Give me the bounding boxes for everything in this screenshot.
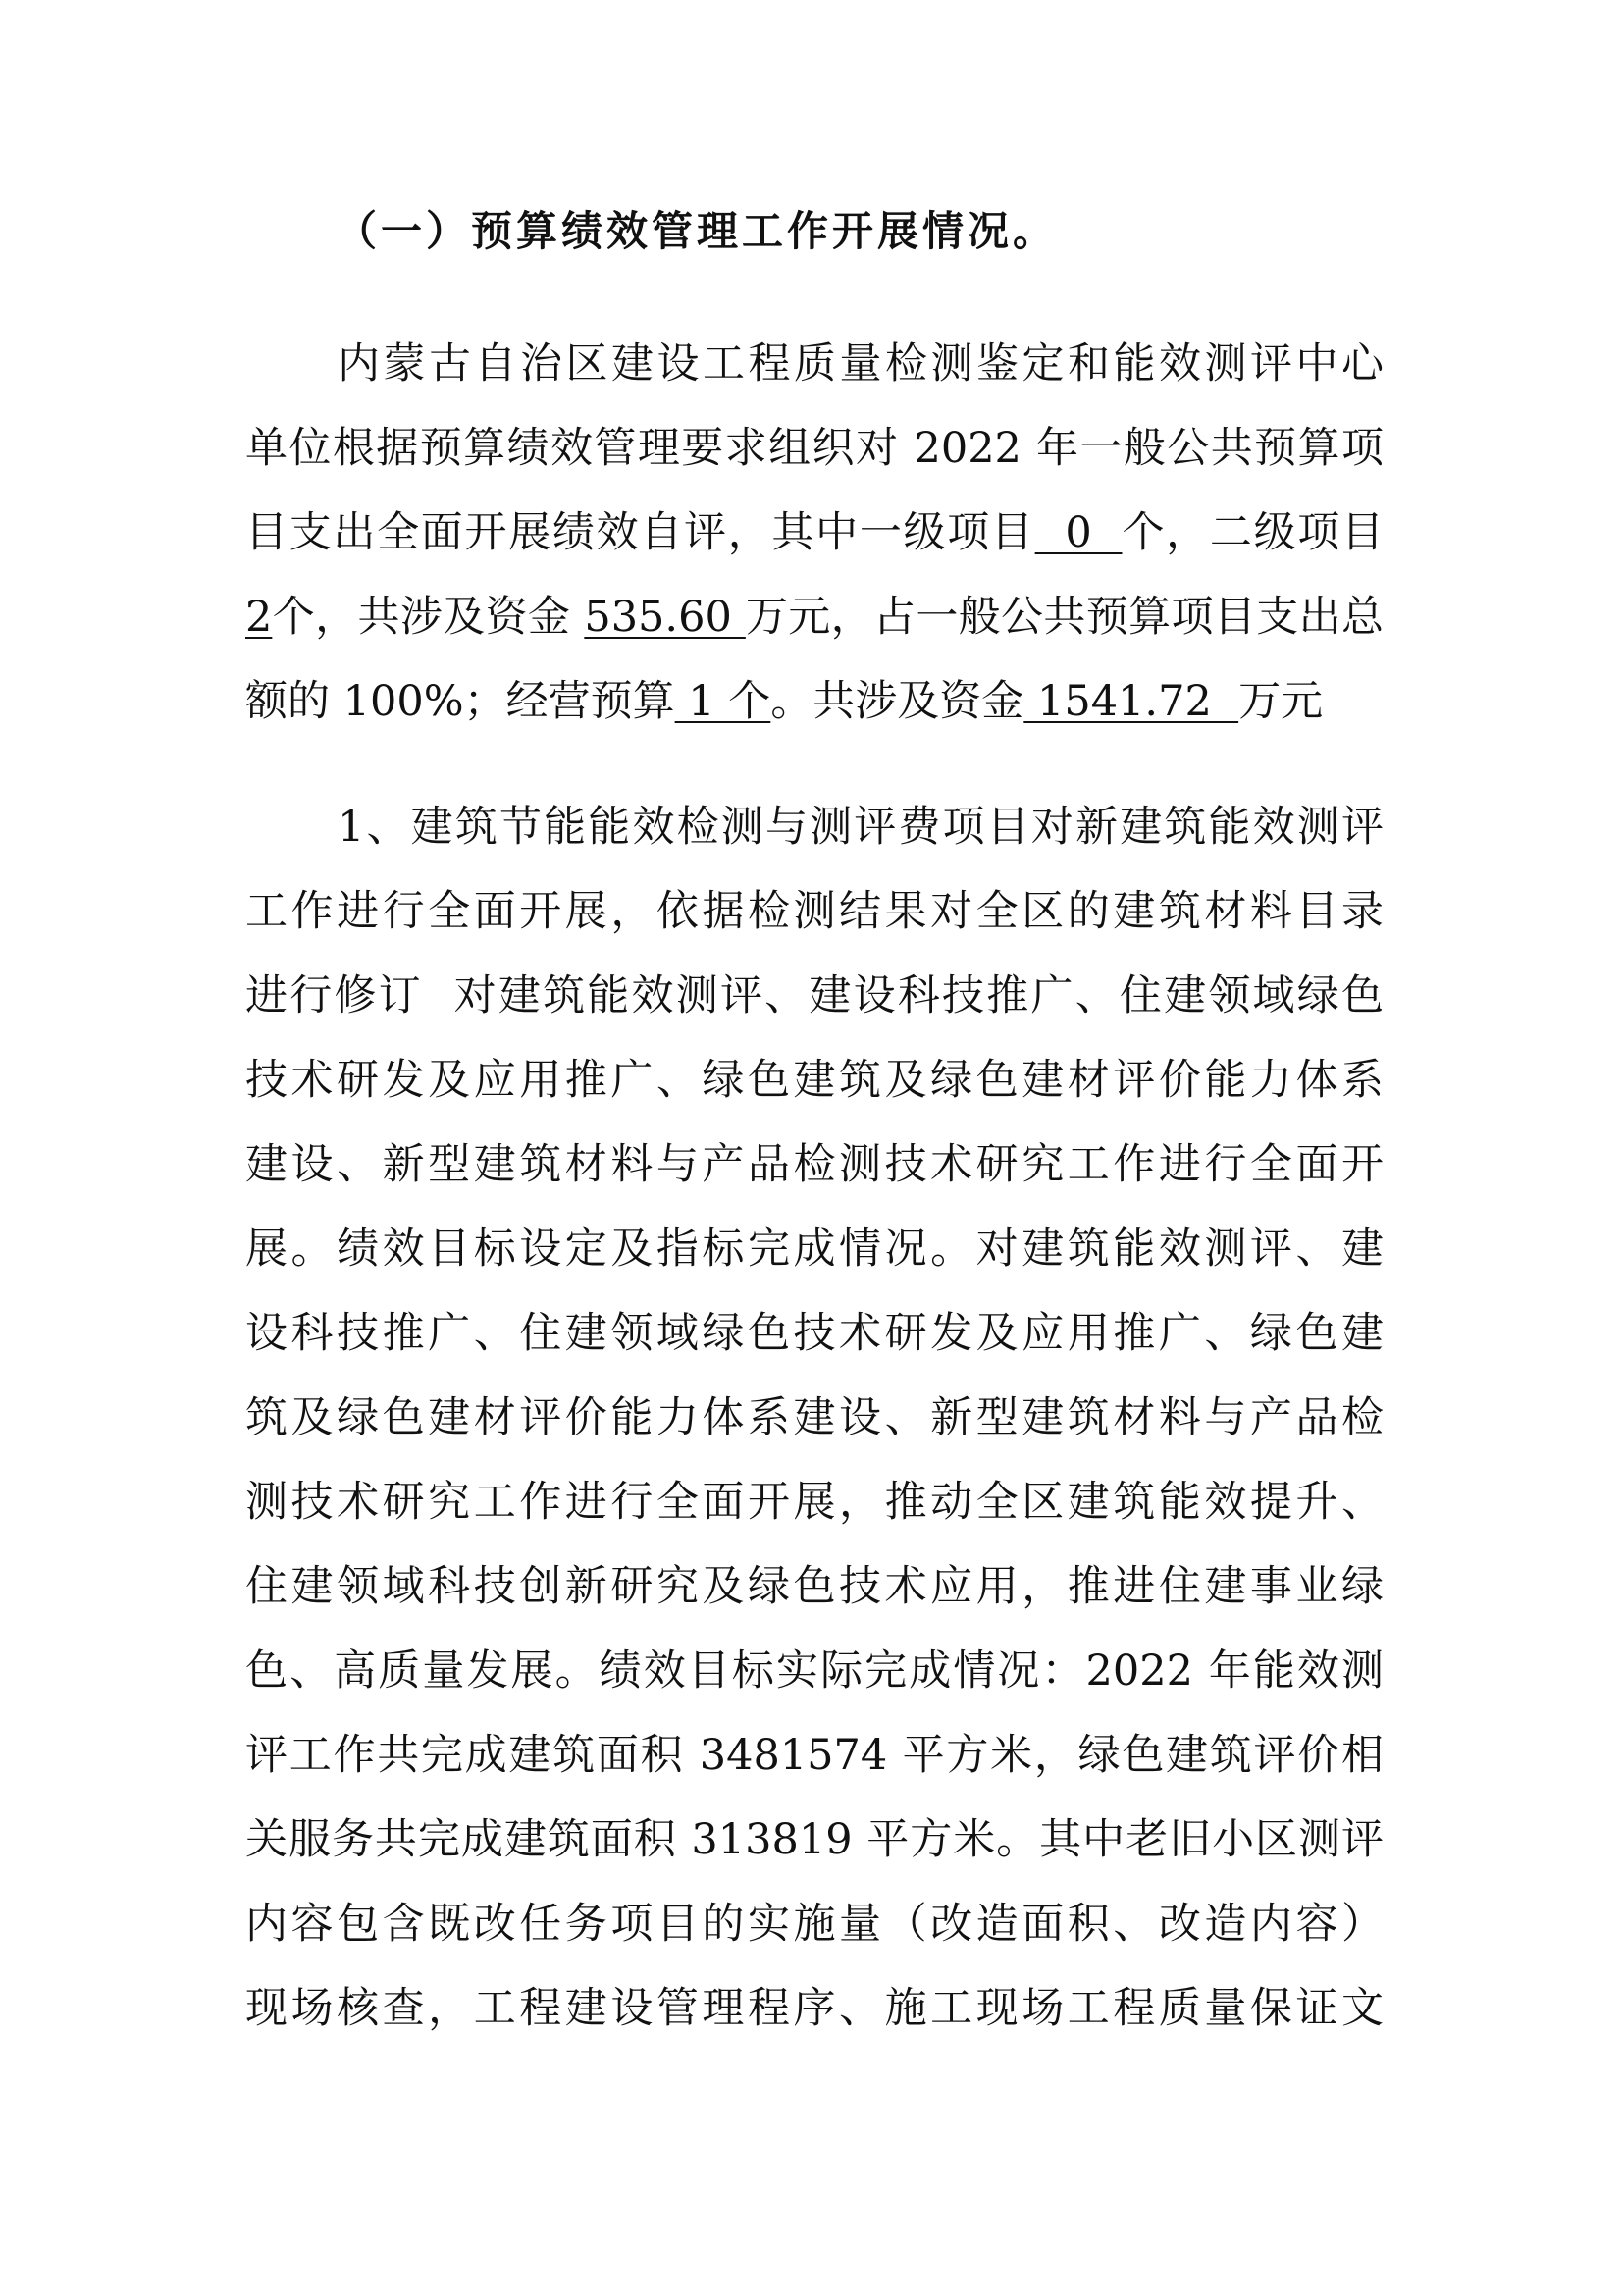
operating-fund-amount: 1541.72: [1023, 677, 1239, 726]
paragraph-budget-summary: [245, 322, 1384, 744]
text-run: 。共涉及资金: [770, 677, 1024, 726]
text-line: 技术研发及应用推广、绿色建筑及绿色建材评价能力体系: [245, 1056, 1384, 1105]
text-run: 万元: [1238, 677, 1324, 726]
text-line: 进行修订 对建筑能效测评、建设科技推广、住建领域绿色: [245, 971, 1384, 1020]
text-line: 建设、新型建筑材料与产品检测技术研究工作进行全面开: [245, 1140, 1384, 1189]
text-line: 工作进行全面开展，依据检测结果对全区的建筑材料目录: [245, 887, 1384, 936]
text-line: 住建领域科技创新研究及绿色技术应用，推进住建事业绿: [245, 1562, 1384, 1611]
text-run: 目支出全面开展绩效自评，其中一级项目: [245, 508, 1035, 557]
text-line: 单位根据预算绩效管理要求组织对 2022 年一般公共预算项: [245, 424, 1384, 473]
fund-amount: 535.60: [584, 593, 746, 642]
text-run: 个，二级项目: [1122, 508, 1384, 557]
first-level-count: 0: [1034, 508, 1123, 557]
text-line: [245, 491, 1384, 575]
operating-budget-count: 1 个: [674, 677, 771, 726]
text-run: 额的 100%；经营预算: [245, 677, 675, 726]
text-line: 关服务共完成建筑面积 313819 平方米。其中老旧小区测评: [245, 1815, 1384, 1864]
text-line: [245, 575, 1384, 659]
text-line: 内容包含既改任务项目的实施量（改造面积、改造内容）: [245, 1900, 1384, 1949]
text-line: 现场核查，工程建设管理程序、施工现场工程质量保证文: [245, 1984, 1384, 2033]
text-line: 内蒙古自治区建设工程质量检测鉴定和能效测评中心: [338, 339, 1384, 389]
section-heading: （一）预算绩效管理工作开展情况。: [336, 207, 1059, 255]
text-run: 个，共涉及资金: [272, 593, 585, 642]
text-line: 1、建筑节能能效检测与测评费项目对新建筑能效测评: [338, 803, 1384, 852]
text-line: 测技术研究工作进行全面开展，推动全区建筑能效提升、: [245, 1478, 1384, 1527]
text-line: 色、高质量发展。绩效目标实际完成情况：2022 年能效测: [245, 1646, 1384, 1696]
text-run: 万元，占一般公共预算项目支出总: [745, 593, 1384, 642]
text-line: 展。绩效目标设定及指标完成情况。对建筑能效测评、建: [245, 1225, 1384, 1274]
text-line: 评工作共完成建筑面积 3481574 平方米，绿色建筑评价相: [245, 1731, 1384, 1780]
paragraph-project-detail: [245, 785, 1384, 2051]
text-line: 设科技推广、住建领域绿色技术研发及应用推广、绿色建: [245, 1309, 1384, 1358]
text-line: [245, 659, 1384, 744]
text-line: 筑及绿色建材评价能力体系建设、新型建筑材料与产品检: [245, 1393, 1384, 1442]
second-level-count: 2: [245, 593, 273, 642]
